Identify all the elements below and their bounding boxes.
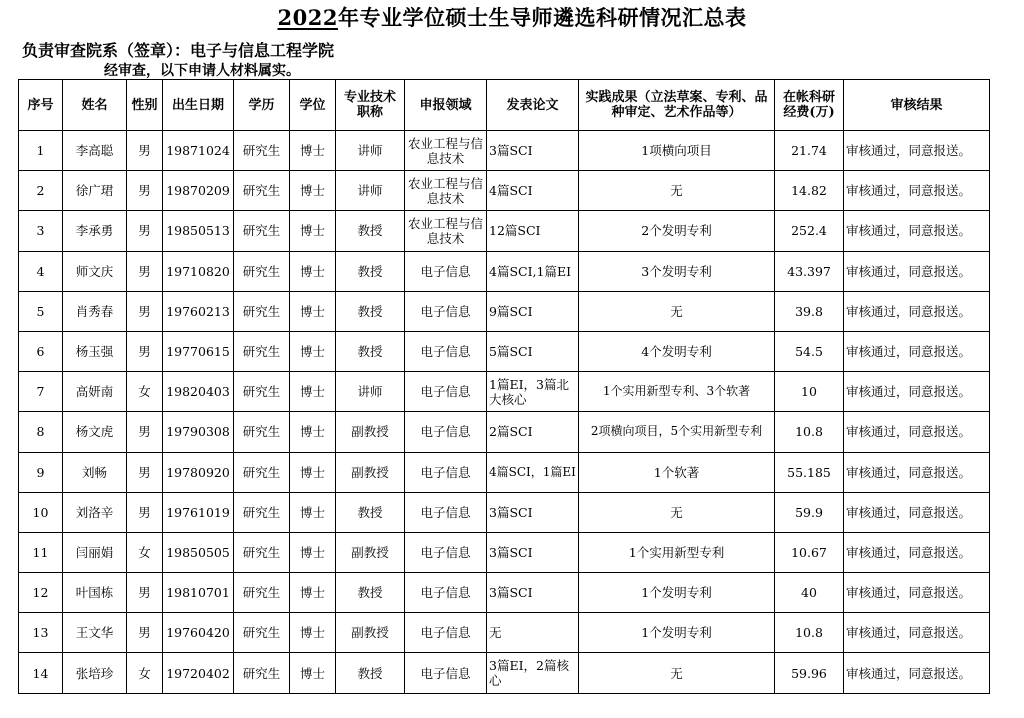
header-gender: 性别	[127, 80, 163, 131]
table-row	[19, 653, 990, 693]
cell-field: 农业工程与信息技术	[405, 171, 487, 211]
table-row	[19, 251, 990, 291]
cell-name: 闫丽娟	[63, 532, 127, 572]
cell-achievements: 1个发明专利	[579, 573, 775, 613]
cell-seq: 4	[19, 251, 63, 291]
cell-name: 杨玉强	[63, 331, 127, 371]
cell-achievements: 无	[579, 171, 775, 211]
cell-funds: 40	[775, 573, 844, 613]
cell-degree: 博士	[290, 131, 336, 171]
cell-degree: 博士	[290, 291, 336, 331]
cell-degree: 博士	[290, 412, 336, 452]
cell-birth: 19761019	[163, 492, 234, 532]
table-row	[19, 171, 990, 211]
header-funds: 在帐科研经费(万)	[775, 80, 844, 131]
cell-papers: 5篇SCI	[487, 331, 579, 371]
cell-achievements: 1个发明专利	[579, 613, 775, 653]
cell-field: 电子信息	[405, 653, 487, 693]
cell-birth: 19760420	[163, 613, 234, 653]
cell-field: 电子信息	[405, 412, 487, 452]
cell-title: 副教授	[336, 412, 405, 452]
cell-title: 教授	[336, 492, 405, 532]
cell-funds: 54.5	[775, 331, 844, 371]
summary-table	[18, 79, 990, 694]
cell-degree: 博士	[290, 573, 336, 613]
cell-title: 教授	[336, 251, 405, 291]
cell-field: 电子信息	[405, 613, 487, 653]
cell-funds: 59.9	[775, 492, 844, 532]
cell-achievements: 1项横向项目	[579, 131, 775, 171]
cell-degree: 博士	[290, 211, 336, 251]
cell-education: 研究生	[234, 412, 290, 452]
cell-degree: 博士	[290, 653, 336, 693]
table-row	[19, 131, 990, 171]
cell-achievements: 2个发明专利	[579, 211, 775, 251]
cell-papers: 4篇SCI,1篇EI	[487, 251, 579, 291]
cell-papers: 2篇SCI	[487, 412, 579, 452]
cell-seq: 11	[19, 532, 63, 572]
cell-title: 教授	[336, 573, 405, 613]
cell-education: 研究生	[234, 131, 290, 171]
table-row	[19, 573, 990, 613]
cell-seq: 14	[19, 653, 63, 693]
cell-result: 审核通过，同意报送。	[844, 573, 990, 613]
cell-result: 审核通过，同意报送。	[844, 412, 990, 452]
cell-seq: 9	[19, 452, 63, 492]
cell-seq: 1	[19, 131, 63, 171]
cell-field: 电子信息	[405, 452, 487, 492]
cell-seq: 6	[19, 331, 63, 371]
cell-education: 研究生	[234, 251, 290, 291]
cell-education: 研究生	[234, 573, 290, 613]
cell-funds: 21.74	[775, 131, 844, 171]
cell-result: 审核通过，同意报送。	[844, 653, 990, 693]
table-row	[19, 331, 990, 371]
cell-seq: 2	[19, 171, 63, 211]
cell-name: 刘畅	[63, 452, 127, 492]
cell-achievements: 4个发明专利	[579, 331, 775, 371]
cell-education: 研究生	[234, 452, 290, 492]
cell-name: 张培珍	[63, 653, 127, 693]
cell-seq: 13	[19, 613, 63, 653]
header-birth: 出生日期	[163, 80, 234, 131]
cell-funds: 252.4	[775, 211, 844, 251]
cell-result: 审核通过，同意报送。	[844, 131, 990, 171]
header-result: 审核结果	[844, 80, 990, 131]
cell-gender: 男	[127, 291, 163, 331]
cell-name: 肖秀春	[63, 291, 127, 331]
cell-gender: 男	[127, 251, 163, 291]
header-name: 姓名	[63, 80, 127, 131]
page-title	[0, 2, 1024, 32]
cell-seq: 5	[19, 291, 63, 331]
cell-field: 农业工程与信息技术	[405, 211, 487, 251]
verification-note: 经审查，以下申请人材料属实。	[104, 63, 300, 79]
cell-birth: 19710820	[163, 251, 234, 291]
cell-result: 审核通过，同意报送。	[844, 251, 990, 291]
table-row	[19, 532, 990, 572]
cell-gender: 女	[127, 532, 163, 572]
cell-achievements: 无	[579, 291, 775, 331]
cell-title: 副教授	[336, 452, 405, 492]
cell-degree: 博士	[290, 251, 336, 291]
header-seq: 序号	[19, 80, 63, 131]
cell-gender: 男	[127, 331, 163, 371]
cell-papers: 4篇SCI	[487, 171, 579, 211]
header-degree: 学位	[290, 80, 336, 131]
cell-papers: 4篇SCI，1篇EI	[487, 452, 579, 492]
cell-funds: 59.96	[775, 653, 844, 693]
cell-papers: 1篇EI，3篇北大核心	[487, 372, 579, 412]
header-field: 申报领域	[405, 80, 487, 131]
cell-education: 研究生	[234, 532, 290, 572]
table-row	[19, 291, 990, 331]
table-row	[19, 211, 990, 251]
cell-title: 教授	[336, 331, 405, 371]
cell-gender: 男	[127, 171, 163, 211]
cell-name: 叶国栋	[63, 573, 127, 613]
cell-education: 研究生	[234, 291, 290, 331]
cell-field: 电子信息	[405, 331, 487, 371]
header-education: 学历	[234, 80, 290, 131]
cell-education: 研究生	[234, 653, 290, 693]
cell-result: 审核通过，同意报送。	[844, 613, 990, 653]
cell-field: 电子信息	[405, 291, 487, 331]
cell-result: 审核通过，同意报送。	[844, 452, 990, 492]
cell-birth: 19780920	[163, 452, 234, 492]
table-row	[19, 452, 990, 492]
cell-funds: 14.82	[775, 171, 844, 211]
cell-papers: 3篇SCI	[487, 492, 579, 532]
cell-papers: 3篇EI，2篇核心	[487, 653, 579, 693]
cell-degree: 博士	[290, 372, 336, 412]
cell-gender: 男	[127, 492, 163, 532]
cell-field: 电子信息	[405, 532, 487, 572]
cell-birth: 19770615	[163, 331, 234, 371]
cell-result: 审核通过，同意报送。	[844, 211, 990, 251]
cell-gender: 男	[127, 452, 163, 492]
cell-education: 研究生	[234, 171, 290, 211]
cell-result: 审核通过，同意报送。	[844, 171, 990, 211]
cell-degree: 博士	[290, 613, 336, 653]
cell-birth: 19720402	[163, 653, 234, 693]
cell-funds: 10	[775, 372, 844, 412]
cell-gender: 男	[127, 131, 163, 171]
cell-degree: 博士	[290, 331, 336, 371]
department-line: 负责审查院系（签章）：电子与信息工程学院	[22, 41, 335, 60]
cell-achievements: 2项横向项目，5个实用新型专利	[579, 412, 775, 452]
table-header-row	[19, 80, 990, 131]
cell-name: 李承勇	[63, 211, 127, 251]
cell-birth: 19850505	[163, 532, 234, 572]
cell-papers: 3篇SCI	[487, 131, 579, 171]
cell-seq: 10	[19, 492, 63, 532]
cell-name: 师文庆	[63, 251, 127, 291]
cell-gender: 男	[127, 412, 163, 452]
cell-gender: 男	[127, 613, 163, 653]
cell-funds: 10.8	[775, 412, 844, 452]
table-row	[19, 372, 990, 412]
cell-name: 高妍南	[63, 372, 127, 412]
cell-degree: 博士	[290, 452, 336, 492]
cell-seq: 12	[19, 573, 63, 613]
cell-result: 审核通过，同意报送。	[844, 372, 990, 412]
cell-name: 王文华	[63, 613, 127, 653]
cell-education: 研究生	[234, 372, 290, 412]
cell-title: 副教授	[336, 532, 405, 572]
cell-achievements: 无	[579, 492, 775, 532]
cell-achievements: 无	[579, 653, 775, 693]
cell-funds: 55.185	[775, 452, 844, 492]
cell-birth: 19790308	[163, 412, 234, 452]
cell-achievements: 3个发明专利	[579, 251, 775, 291]
cell-name: 李高聪	[63, 131, 127, 171]
header-papers: 发表论文	[487, 80, 579, 131]
table-row	[19, 613, 990, 653]
cell-title: 讲师	[336, 372, 405, 412]
cell-seq: 3	[19, 211, 63, 251]
table-row	[19, 412, 990, 452]
cell-education: 研究生	[234, 613, 290, 653]
cell-gender: 女	[127, 372, 163, 412]
header-title: 专业技术职称	[336, 80, 405, 131]
cell-result: 审核通过，同意报送。	[844, 331, 990, 371]
cell-field: 电子信息	[405, 492, 487, 532]
cell-education: 研究生	[234, 331, 290, 371]
cell-papers: 3篇SCI	[487, 532, 579, 572]
cell-field: 电子信息	[405, 372, 487, 412]
cell-seq: 8	[19, 412, 63, 452]
cell-funds: 39.8	[775, 291, 844, 331]
cell-papers: 3篇SCI	[487, 573, 579, 613]
title-text: 年专业学位硕士生导师遴选科研情况汇总表	[337, 5, 747, 30]
cell-degree: 博士	[290, 492, 336, 532]
cell-result: 审核通过，同意报送。	[844, 291, 990, 331]
table-row	[19, 492, 990, 532]
cell-result: 审核通过，同意报送。	[844, 532, 990, 572]
cell-birth: 19871024	[163, 131, 234, 171]
cell-degree: 博士	[290, 532, 336, 572]
cell-field: 电子信息	[405, 573, 487, 613]
cell-papers: 无	[487, 613, 579, 653]
cell-funds: 10.67	[775, 532, 844, 572]
cell-name: 杨文虎	[63, 412, 127, 452]
cell-seq: 7	[19, 372, 63, 412]
cell-title: 讲师	[336, 171, 405, 211]
cell-degree: 博士	[290, 171, 336, 211]
cell-birth: 19820403	[163, 372, 234, 412]
header-achievements: 实践成果（立法草案、专利、品种审定、艺术作品等）	[579, 80, 775, 131]
cell-education: 研究生	[234, 211, 290, 251]
cell-name: 刘洛辛	[63, 492, 127, 532]
cell-birth: 19870209	[163, 171, 234, 211]
cell-title: 教授	[336, 653, 405, 693]
cell-birth: 19760213	[163, 291, 234, 331]
cell-birth: 19850513	[163, 211, 234, 251]
cell-achievements: 1个软著	[579, 452, 775, 492]
cell-achievements: 1个实用新型专利、3个软著	[579, 372, 775, 412]
cell-papers: 12篇SCI	[487, 211, 579, 251]
cell-title: 副教授	[336, 613, 405, 653]
cell-title: 教授	[336, 211, 405, 251]
cell-gender: 女	[127, 653, 163, 693]
cell-result: 审核通过，同意报送。	[844, 492, 990, 532]
cell-gender: 男	[127, 573, 163, 613]
cell-name: 徐广珺	[63, 171, 127, 211]
cell-field: 电子信息	[405, 251, 487, 291]
cell-title: 教授	[336, 291, 405, 331]
cell-funds: 43.397	[775, 251, 844, 291]
cell-birth: 19810701	[163, 573, 234, 613]
title-year: 2022	[277, 5, 338, 30]
cell-education: 研究生	[234, 492, 290, 532]
cell-gender: 男	[127, 211, 163, 251]
cell-papers: 9篇SCI	[487, 291, 579, 331]
cell-funds: 10.8	[775, 613, 844, 653]
cell-title: 讲师	[336, 131, 405, 171]
cell-achievements: 1个实用新型专利	[579, 532, 775, 572]
cell-field: 农业工程与信息技术	[405, 131, 487, 171]
